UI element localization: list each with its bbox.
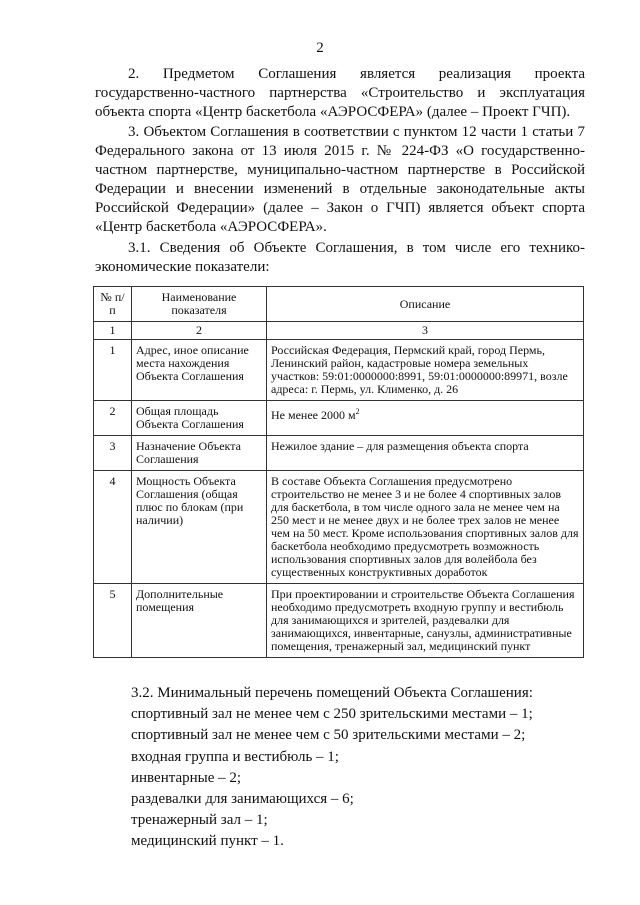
table-row: [94, 471, 584, 584]
list-item: медицинский пункт – 1.: [131, 833, 284, 850]
paragraph-object-info-text: 3.1. Сведения об Объекте Соглашения, в том числе его технико-экономические показатели:: [95, 240, 585, 275]
row-indicator-name: Адрес, иное описание места нахождения Объекта Соглашения: [132, 340, 267, 401]
row-number: 2: [94, 401, 132, 436]
table-index-row: [94, 322, 584, 340]
row-description: В составе Объекта Соглашения предусмотрено строительство не менее 3 и не более 4 спортивных залов для баскетбола, в том числе одного зала не менее чем на 250 мест и не менее двух и не более трех залов не менее чем на 50 мест. Кроме использования спортивных залов для баскетбола необходимо предусмотреть возможность использования спортивных залов для волейбола без существенных конструктивных доработок: [267, 471, 584, 584]
row-number: 4: [94, 471, 132, 584]
table-row: [94, 340, 584, 401]
row-description: Российская Федерация, Пермский край, город Пермь, Ленинский район, кадастровые номера земельных участков: 59:01:0000000:8991, 59:01:0000000:89971, возле адреса: г. Пермь, ул. Клименко, д. 26: [267, 340, 584, 401]
paragraph-object-info: [95, 239, 585, 277]
table-row: [94, 401, 584, 436]
header-number: № п/п: [94, 287, 132, 322]
list-item: раздевалки для занимающихся – 6;: [131, 791, 354, 808]
table-row: [94, 584, 584, 658]
list-item: спортивный зал не менее чем с 50 зрительскими местами – 2;: [131, 727, 526, 744]
row-indicator-name: Общая площадь Объекта Соглашения: [132, 401, 267, 436]
header-indicator-name: Наименование показателя: [132, 287, 267, 322]
row-indicator-name: Назначение Объекта Соглашения: [132, 436, 267, 471]
list-item: тренажерный зал – 1;: [131, 812, 268, 829]
area-text: Не менее 2000 м: [271, 408, 356, 422]
paragraph-subject: [95, 65, 585, 122]
list-item: входная группа и вестибюль – 1;: [131, 748, 339, 765]
paragraph-subject-text: 2. Предметом Соглашения является реализация проекта государственно-частного партнерства «Строительство и эксплуатация объекта спорта «Центр баскетбола «АЭРОСФЕРА» (далее – Проект ГЧП).: [95, 66, 585, 120]
row-description: Нежилое здание – для размещения объекта спорта: [267, 436, 584, 471]
row-number: 5: [94, 584, 132, 658]
row-description: При проектировании и строительстве Объекта Соглашения необходимо предусмотреть входную группу и вестибюль для занимающихся и зрителей, раздевалки для занимающихся, инвентарные, санузлы, административные помещения, тренажерный зал, медицинский пункт: [267, 584, 584, 658]
area-unit-superscript: 2: [355, 407, 360, 416]
row-indicator-name: Дополнительные помещения: [132, 584, 267, 658]
table-header-row: [94, 287, 584, 322]
premises-list-heading: 3.2. Минимальный перечень помещений Объекта Соглашения:: [131, 685, 533, 701]
header-description: Описание: [267, 287, 584, 322]
row-number: 3: [94, 436, 132, 471]
paragraph-object: [95, 123, 585, 237]
list-item: спортивный зал не менее чем с 250 зрительскими местами – 1;: [131, 706, 533, 723]
object-info-table: [93, 286, 584, 658]
index-cell-2: 2: [132, 322, 267, 340]
row-number: 1: [94, 340, 132, 401]
paragraph-object-text: 3. Объектом Соглашения в соответствии с пунктом 12 части 1 статьи 7 Федерального закона от 13 июля 2015 г. № 224-ФЗ «О государственно-частном партнерстве, муниципально-частном партнерстве в Российской Федерации и внесении изменений в отдельные законодательные акты Российской Федерации» (далее – Закон о ГЧП) является объект спорта «Центр баскетбола «АЭРОСФЕРА».: [95, 124, 585, 235]
table-row: [94, 436, 584, 471]
premises-list-section: [131, 683, 591, 853]
row-indicator-name: Мощность Объекта Соглашения (общая плюс по блокам (при наличии): [132, 471, 267, 584]
index-cell-3: 3: [267, 322, 584, 340]
index-cell-1: 1: [94, 322, 132, 340]
list-item: инвентарные – 2;: [131, 769, 242, 786]
page-number: 2: [316, 40, 324, 56]
row-description: [267, 401, 584, 436]
